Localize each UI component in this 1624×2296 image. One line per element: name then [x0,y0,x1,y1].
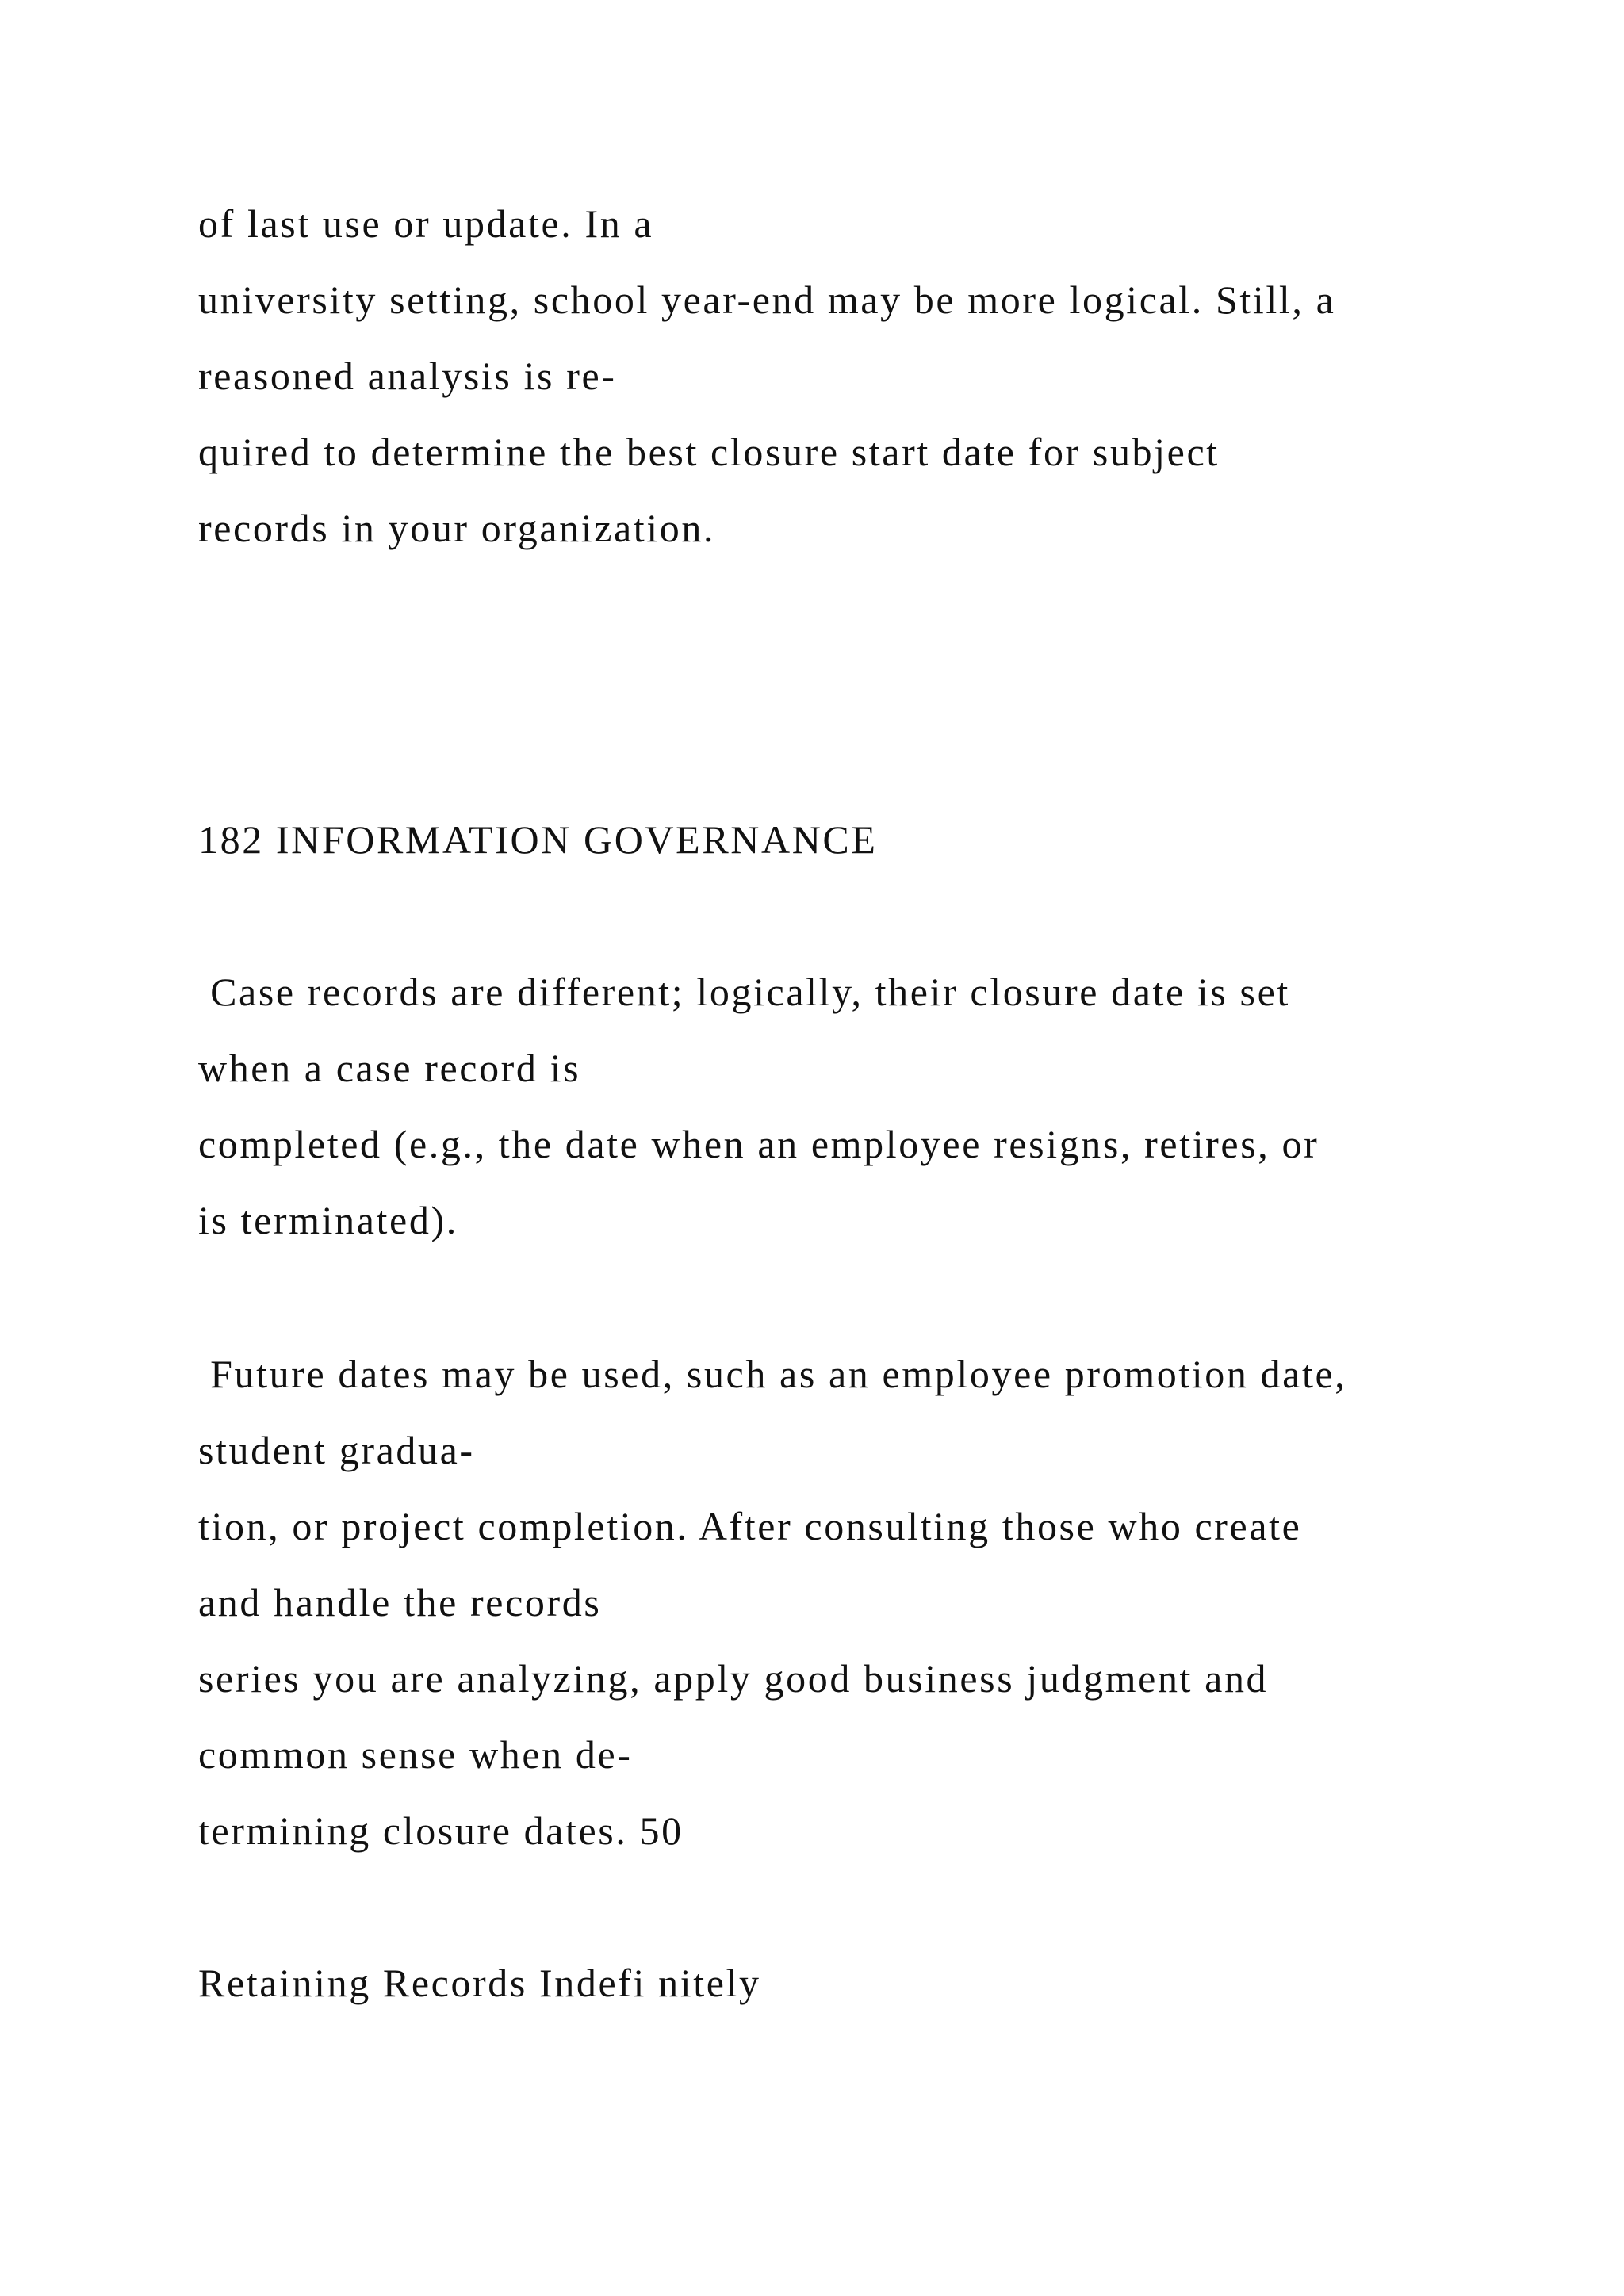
text-line: Future dates may be used, such as an employee promotion date, [198,1352,1347,1396]
text-line: quired to determine the best closure start date for subject [198,430,1220,474]
section-heading: Retaining Records Indefi nitely [198,1961,761,2005]
text-line: of last use or update. In a [198,201,654,246]
text-line: university setting, school year-end may be more logical. Still, a [198,277,1336,322]
text-line: reasoned analysis is re- [198,354,617,398]
text-line: series you are analyzing, apply good business judgment and [198,1656,1269,1701]
text-line: is terminated). [198,1198,458,1242]
text-line: Case records are different; logically, their closure date is set [198,970,1290,1014]
text-line: common sense when de- [198,1732,633,1777]
text-line: records in your organization. [198,506,716,550]
text-line: completed (e.g., the date when an employee resigns, retires, or [198,1122,1320,1166]
running-header: 182 INFORMATION GOVERNANCE [198,817,878,862]
text-line: and handle the records [198,1580,602,1624]
text-line: student gradua- [198,1428,475,1472]
text-line: termining closure dates. 50 [198,1808,684,1853]
text-line: when a case record is [198,1046,581,1090]
text-line: tion, or project completion. After consulting those who create [198,1504,1302,1548]
